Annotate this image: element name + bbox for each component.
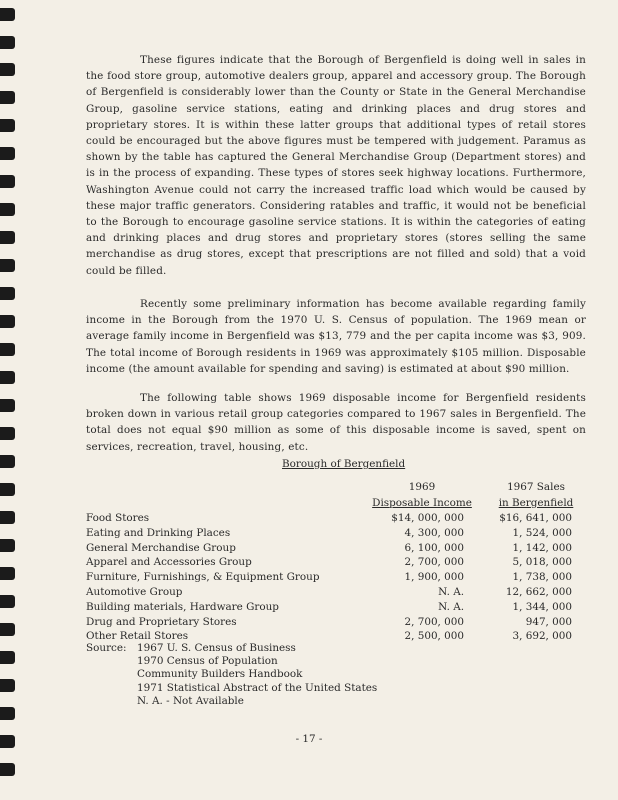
source-item: 1971 Statistical Abstract of the United States — [137, 681, 378, 694]
column-header-sales — [490, 479, 582, 511]
row-sales: 1, 524, 000 — [512, 526, 572, 539]
source-item: 1967 U. S. Census of Business — [137, 642, 296, 654]
column-header-line: Disposable Income — [372, 497, 472, 509]
paragraph-text: The following table shows 1969 disposable income for Bergenfield residents broken down in various retail group categories compared to 1967 sales in Bergenfield. The total does not equal $90 million as some of this disposable income is saved, spent on services, recreation, travel, housing, etc. — [86, 392, 586, 453]
row-sales: 1, 344, 000 — [512, 600, 572, 613]
table-row — [86, 511, 586, 526]
paragraph-table-intro — [86, 390, 586, 455]
row-category: Automotive Group — [86, 585, 183, 598]
table-row — [86, 615, 586, 630]
table-title: Borough of Bergenfield — [282, 458, 406, 470]
table-row — [86, 555, 586, 570]
paragraph-family-income — [86, 296, 586, 377]
row-income: N. A. — [438, 585, 464, 598]
table-row — [86, 541, 586, 556]
paragraph-text: Recently some preliminary information has become available regarding family income in the Borough from the 1970 U. S. Census of population. The 1969 mean or average family income in Bergenfield was $13, 779 and the per capita income was $3, 909. The total income of Borough residents in 1969 was approximately $105 million. Disposable income (the amount available for spending and saving) is estimated at about $90 million. — [86, 298, 586, 375]
column-header-line: in Bergenfield — [498, 497, 574, 509]
source-item: Community Builders Handbook — [137, 668, 303, 681]
row-income: N. A. — [438, 600, 464, 613]
row-income: 2, 700, 000 — [404, 615, 464, 628]
row-sales: 5, 018, 000 — [512, 556, 572, 569]
row-category: Eating and Drinking Places — [86, 526, 231, 539]
row-sales: 12, 662, 000 — [505, 585, 572, 598]
paragraph-text: These figures indicate that the Borough of Bergenfield is doing well in sales in the food store group, automotive dealers group, apparel and accessory group. The Borough of Bergenfield is considerably lower than the County or State in the General Merchandise Group, gasoline service stations, eating and drinking places and drug stores and proprietary stores. It is within these latter groups that additional types of retail stores could be encouraged but the above figures must be tempered with judgement. Paramus as shown by the table has captured the General Merchandise Group (Department stores) and is in the process of expanding. These types of stores seek highway locations. Furthermore, Washington Avenue could not carry the increased traffic load which would be caused by these major traffic generators. Considering ratables and traffic, it would not be beneficial to the Borough to encourage gasoline service stations. It is within the categories of eating and drinking places and drug stores and proprietary stores (stores selling the same merchandise as drug stores, except that prescriptions are not filled and sold) that a void could be filled. — [86, 54, 586, 277]
row-sales: 1, 738, 000 — [512, 571, 572, 584]
row-category: Drug and Proprietary Stores — [86, 615, 237, 628]
source-label: Source: — [86, 642, 127, 654]
column-header-line: 1969 — [408, 481, 436, 493]
table-row — [86, 570, 586, 585]
row-income: 2, 700, 000 — [404, 556, 464, 569]
column-header-line: 1967 Sales — [507, 481, 565, 493]
row-income: 6, 100, 000 — [404, 541, 464, 554]
row-category: Other Retail Stores — [86, 630, 189, 643]
row-category: Building materials, Hardware Group — [86, 600, 279, 613]
column-header-disposable-income — [362, 479, 482, 511]
paragraph-retail-analysis — [86, 52, 586, 279]
row-sales: 3, 692, 000 — [512, 630, 572, 643]
table-row — [86, 600, 586, 615]
row-income: 2, 500, 000 — [404, 630, 464, 643]
row-sales: $16, 641, 000 — [499, 512, 572, 524]
row-sales: 947, 000 — [525, 615, 572, 628]
income-sales-table — [86, 511, 586, 644]
row-category: Furniture, Furnishings, & Equipment Group — [86, 571, 320, 584]
row-category: Food Stores — [86, 512, 150, 524]
table-row — [86, 585, 586, 600]
source-list — [137, 642, 377, 708]
source-item: 1970 Census of Population — [137, 655, 278, 668]
row-category: Apparel and Accessories Group — [86, 556, 252, 569]
row-income: 4, 300, 000 — [404, 526, 464, 539]
row-income: $14, 000, 000 — [391, 512, 464, 524]
source-item: N. A. - Not Available — [137, 694, 244, 707]
binding-punch-holes — [0, 0, 22, 800]
row-income: 1, 900, 000 — [404, 571, 464, 584]
table-row — [86, 526, 586, 541]
page-number: - 17 - — [295, 733, 323, 745]
row-sales: 1, 142, 000 — [512, 541, 572, 554]
row-category: General Merchandise Group — [86, 541, 236, 554]
